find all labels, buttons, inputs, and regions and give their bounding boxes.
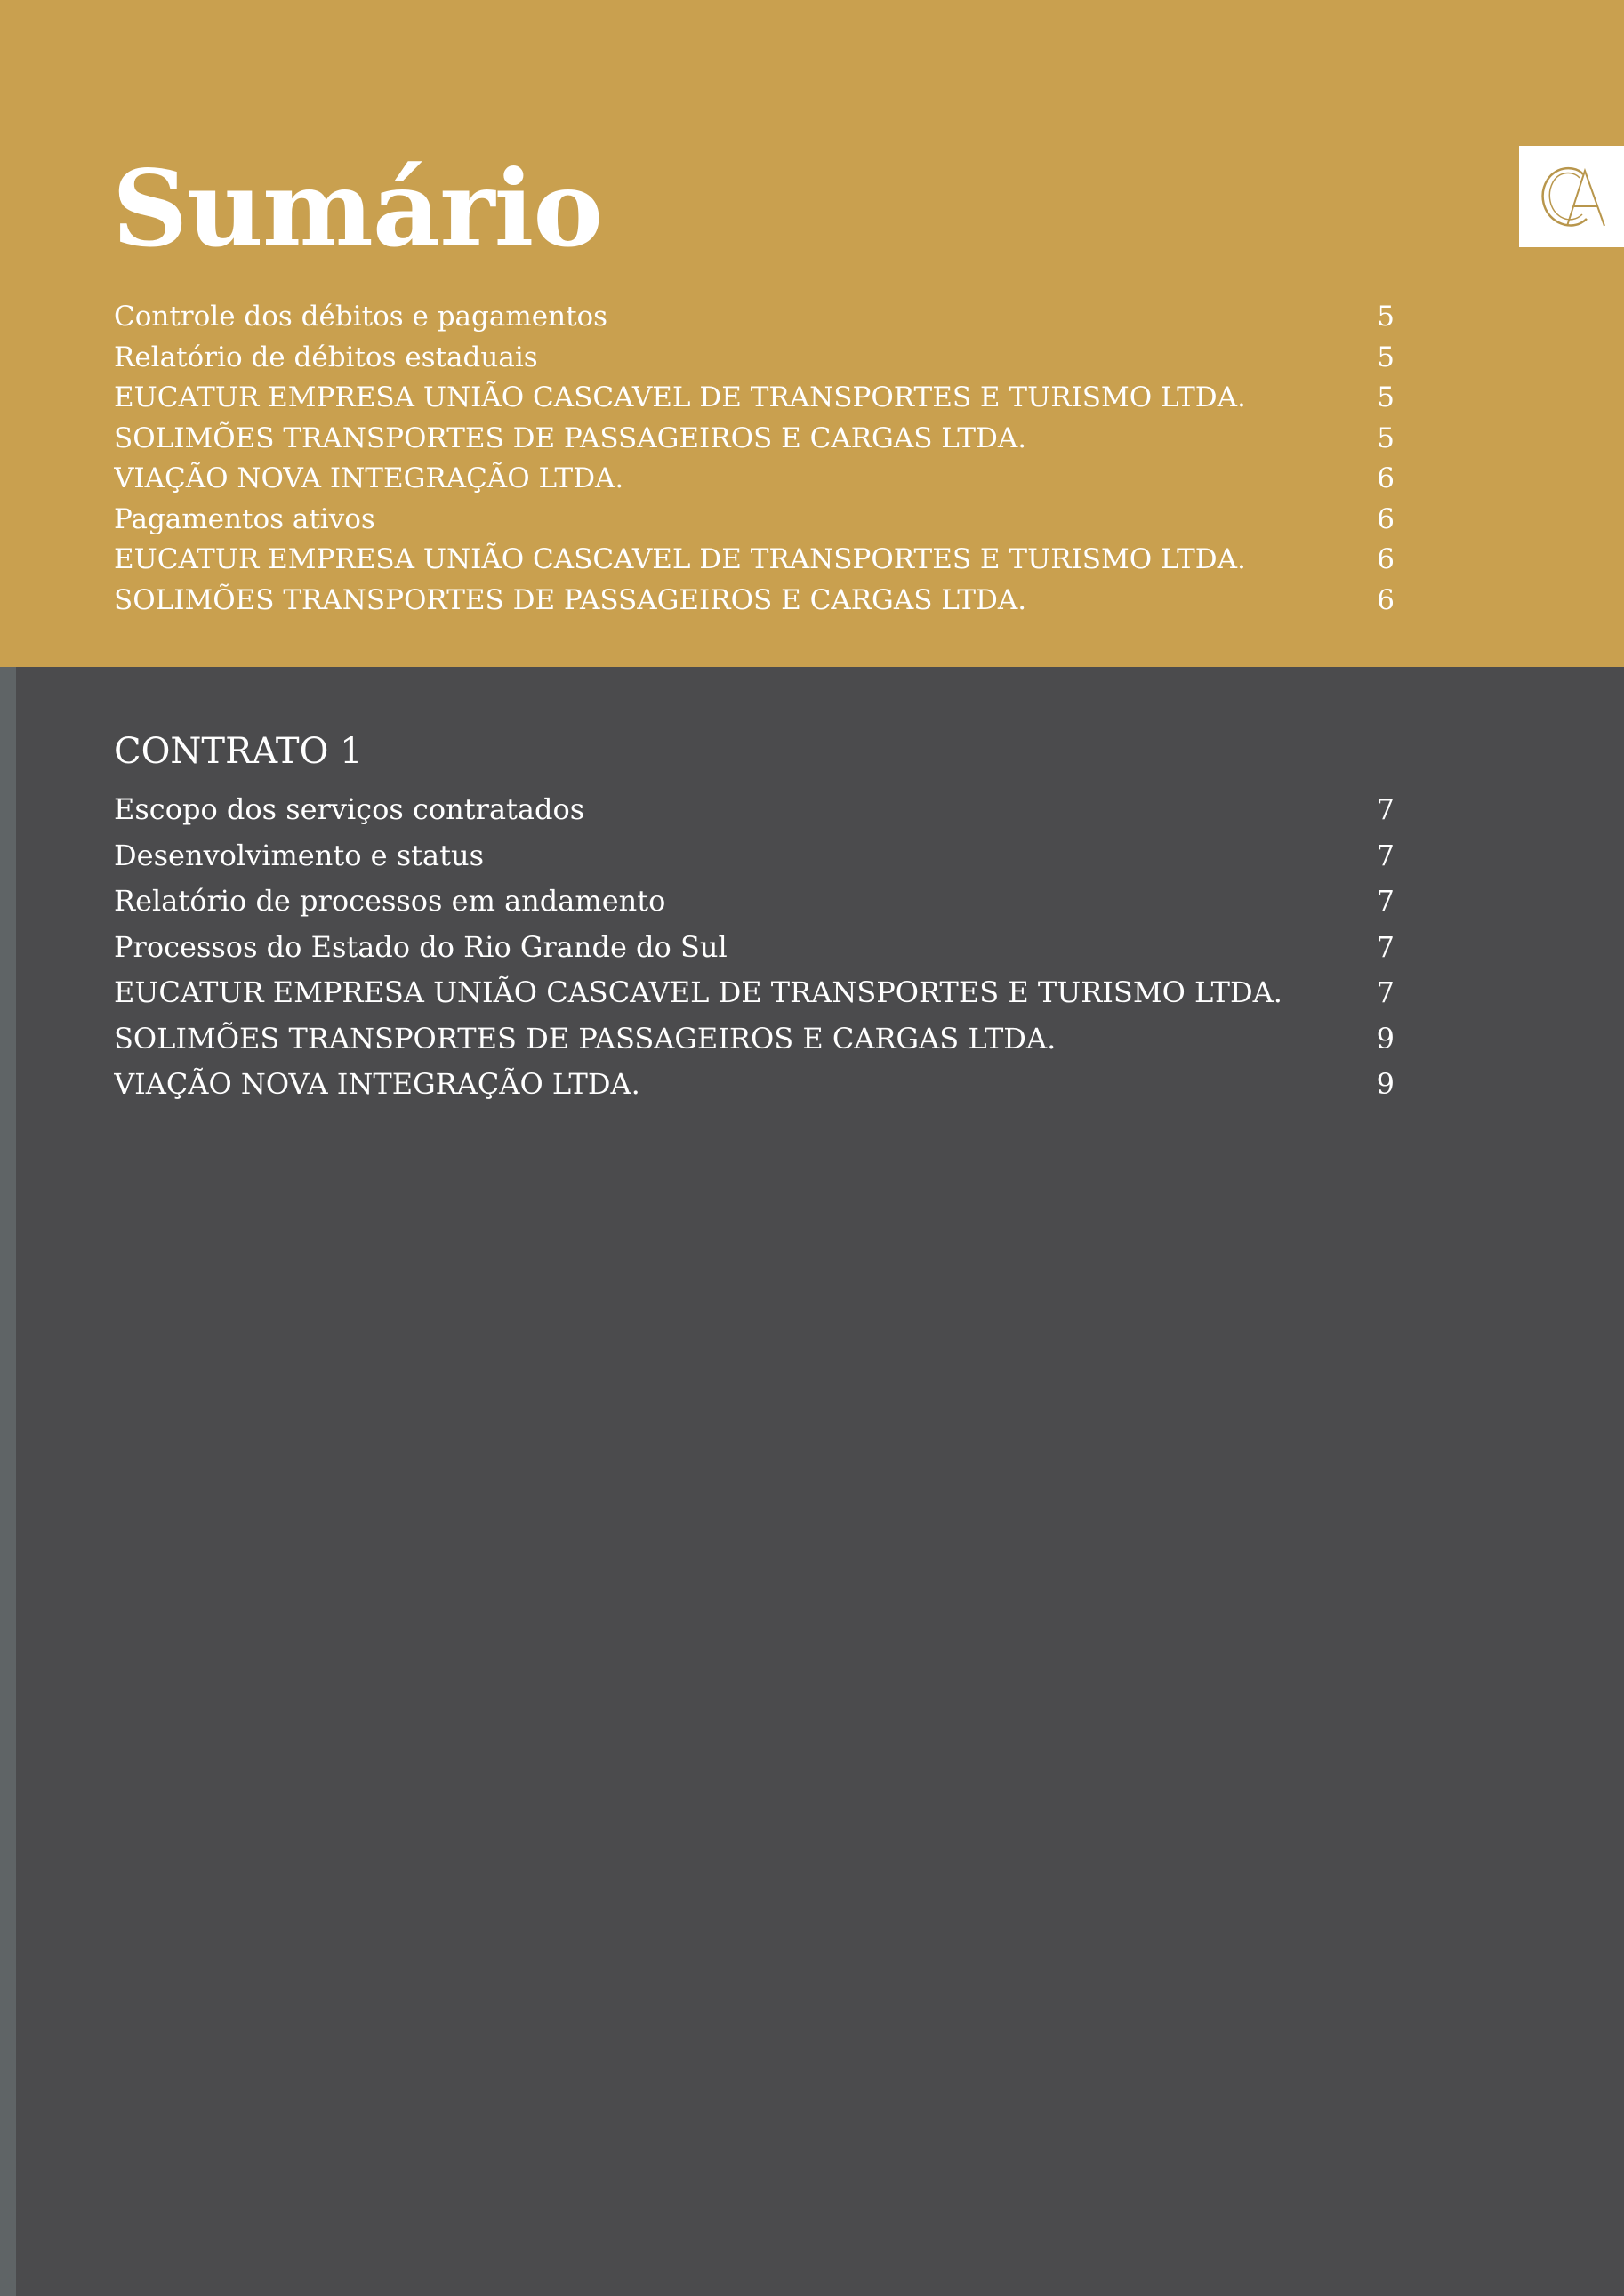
section-heading-contract: CONTRATO 1 bbox=[114, 731, 363, 772]
left-edge-strip bbox=[0, 667, 16, 2296]
toc-entry[interactable] bbox=[114, 833, 1395, 879]
toc-entry-page-number: 5 bbox=[1377, 301, 1395, 333]
toc-entry-page-number: 6 bbox=[1377, 543, 1395, 575]
toc-entry-page-number: 7 bbox=[1376, 792, 1395, 826]
toc-entry-label: VIAÇÃO NOVA INTEGRAÇÃO LTDA. bbox=[114, 462, 624, 494]
toc-entry[interactable] bbox=[114, 925, 1395, 971]
toc-entry[interactable] bbox=[114, 297, 1395, 338]
toc-entry-page-number: 9 bbox=[1376, 1067, 1395, 1101]
toc-entry[interactable] bbox=[114, 500, 1395, 541]
toc-entry-label: Relatório de processos em andamento bbox=[114, 884, 666, 918]
toc-entry[interactable] bbox=[114, 787, 1395, 833]
toc-entry[interactable] bbox=[114, 581, 1395, 622]
toc-entry-page-number: 5 bbox=[1377, 381, 1395, 413]
toc-entry-label: EUCATUR EMPRESA UNIÃO CASCAVEL DE TRANSPORTES E TURISMO LTDA. bbox=[114, 975, 1282, 1009]
toc-entry-page-number: 7 bbox=[1376, 975, 1395, 1009]
toc-entry[interactable] bbox=[114, 1062, 1395, 1108]
toc-entry-page-number: 7 bbox=[1376, 884, 1395, 918]
toc-entry-page-number: 6 bbox=[1377, 502, 1395, 535]
toc-entry-label: VIAÇÃO NOVA INTEGRAÇÃO LTDA. bbox=[114, 1067, 640, 1101]
toc-entry[interactable] bbox=[114, 338, 1395, 379]
toc-entry[interactable] bbox=[114, 378, 1395, 419]
toc-entry-label: Escopo dos serviços contratados bbox=[114, 792, 585, 826]
toc-entry-page-number: 7 bbox=[1376, 838, 1395, 872]
toc-entry-label: EUCATUR EMPRESA UNIÃO CASCAVEL DE TRANSPORTES E TURISMO LTDA. bbox=[114, 381, 1246, 413]
toc-entry-label: Pagamentos ativos bbox=[114, 502, 375, 535]
toc-entry[interactable] bbox=[114, 879, 1395, 925]
page-title: Sumário bbox=[112, 147, 603, 270]
toc-entry-page-number: 5 bbox=[1377, 421, 1395, 454]
toc-entry-page-number: 5 bbox=[1377, 341, 1395, 373]
toc-entry-page-number: 6 bbox=[1377, 462, 1395, 494]
toc-entry-label: Processos do Estado do Rio Grande do Sul bbox=[114, 929, 728, 964]
toc-entry-page-number: 9 bbox=[1376, 1021, 1395, 1056]
toc-entry-label: SOLIMÕES TRANSPORTES DE PASSAGEIROS E CARGAS LTDA. bbox=[114, 1021, 1057, 1056]
toc-entry-page-number: 6 bbox=[1377, 583, 1395, 616]
toc-entry[interactable] bbox=[114, 970, 1395, 1016]
toc-entry-label: Desenvolvimento e status bbox=[114, 838, 484, 872]
toc-entry-label: Controle dos débitos e pagamentos bbox=[114, 301, 608, 333]
toc-entry-label: SOLIMÕES TRANSPORTES DE PASSAGEIROS E CARGAS LTDA. bbox=[114, 583, 1027, 616]
toc-contract-list bbox=[114, 787, 1395, 1108]
toc-entry[interactable] bbox=[114, 459, 1395, 500]
toc-entry-page-number: 7 bbox=[1376, 929, 1395, 964]
toc-entry-label: Relatório de débitos estaduais bbox=[114, 341, 538, 373]
toc-entry[interactable] bbox=[114, 419, 1395, 460]
ca-monogram-icon bbox=[1532, 158, 1612, 235]
logo bbox=[1519, 146, 1624, 247]
toc-entry[interactable] bbox=[114, 540, 1395, 581]
toc-entry-label: SOLIMÕES TRANSPORTES DE PASSAGEIROS E CARGAS LTDA. bbox=[114, 421, 1027, 454]
toc-entry-label: EUCATUR EMPRESA UNIÃO CASCAVEL DE TRANSPORTES E TURISMO LTDA. bbox=[114, 543, 1246, 575]
toc-entry[interactable] bbox=[114, 1016, 1395, 1063]
toc-summary-list bbox=[114, 297, 1395, 621]
